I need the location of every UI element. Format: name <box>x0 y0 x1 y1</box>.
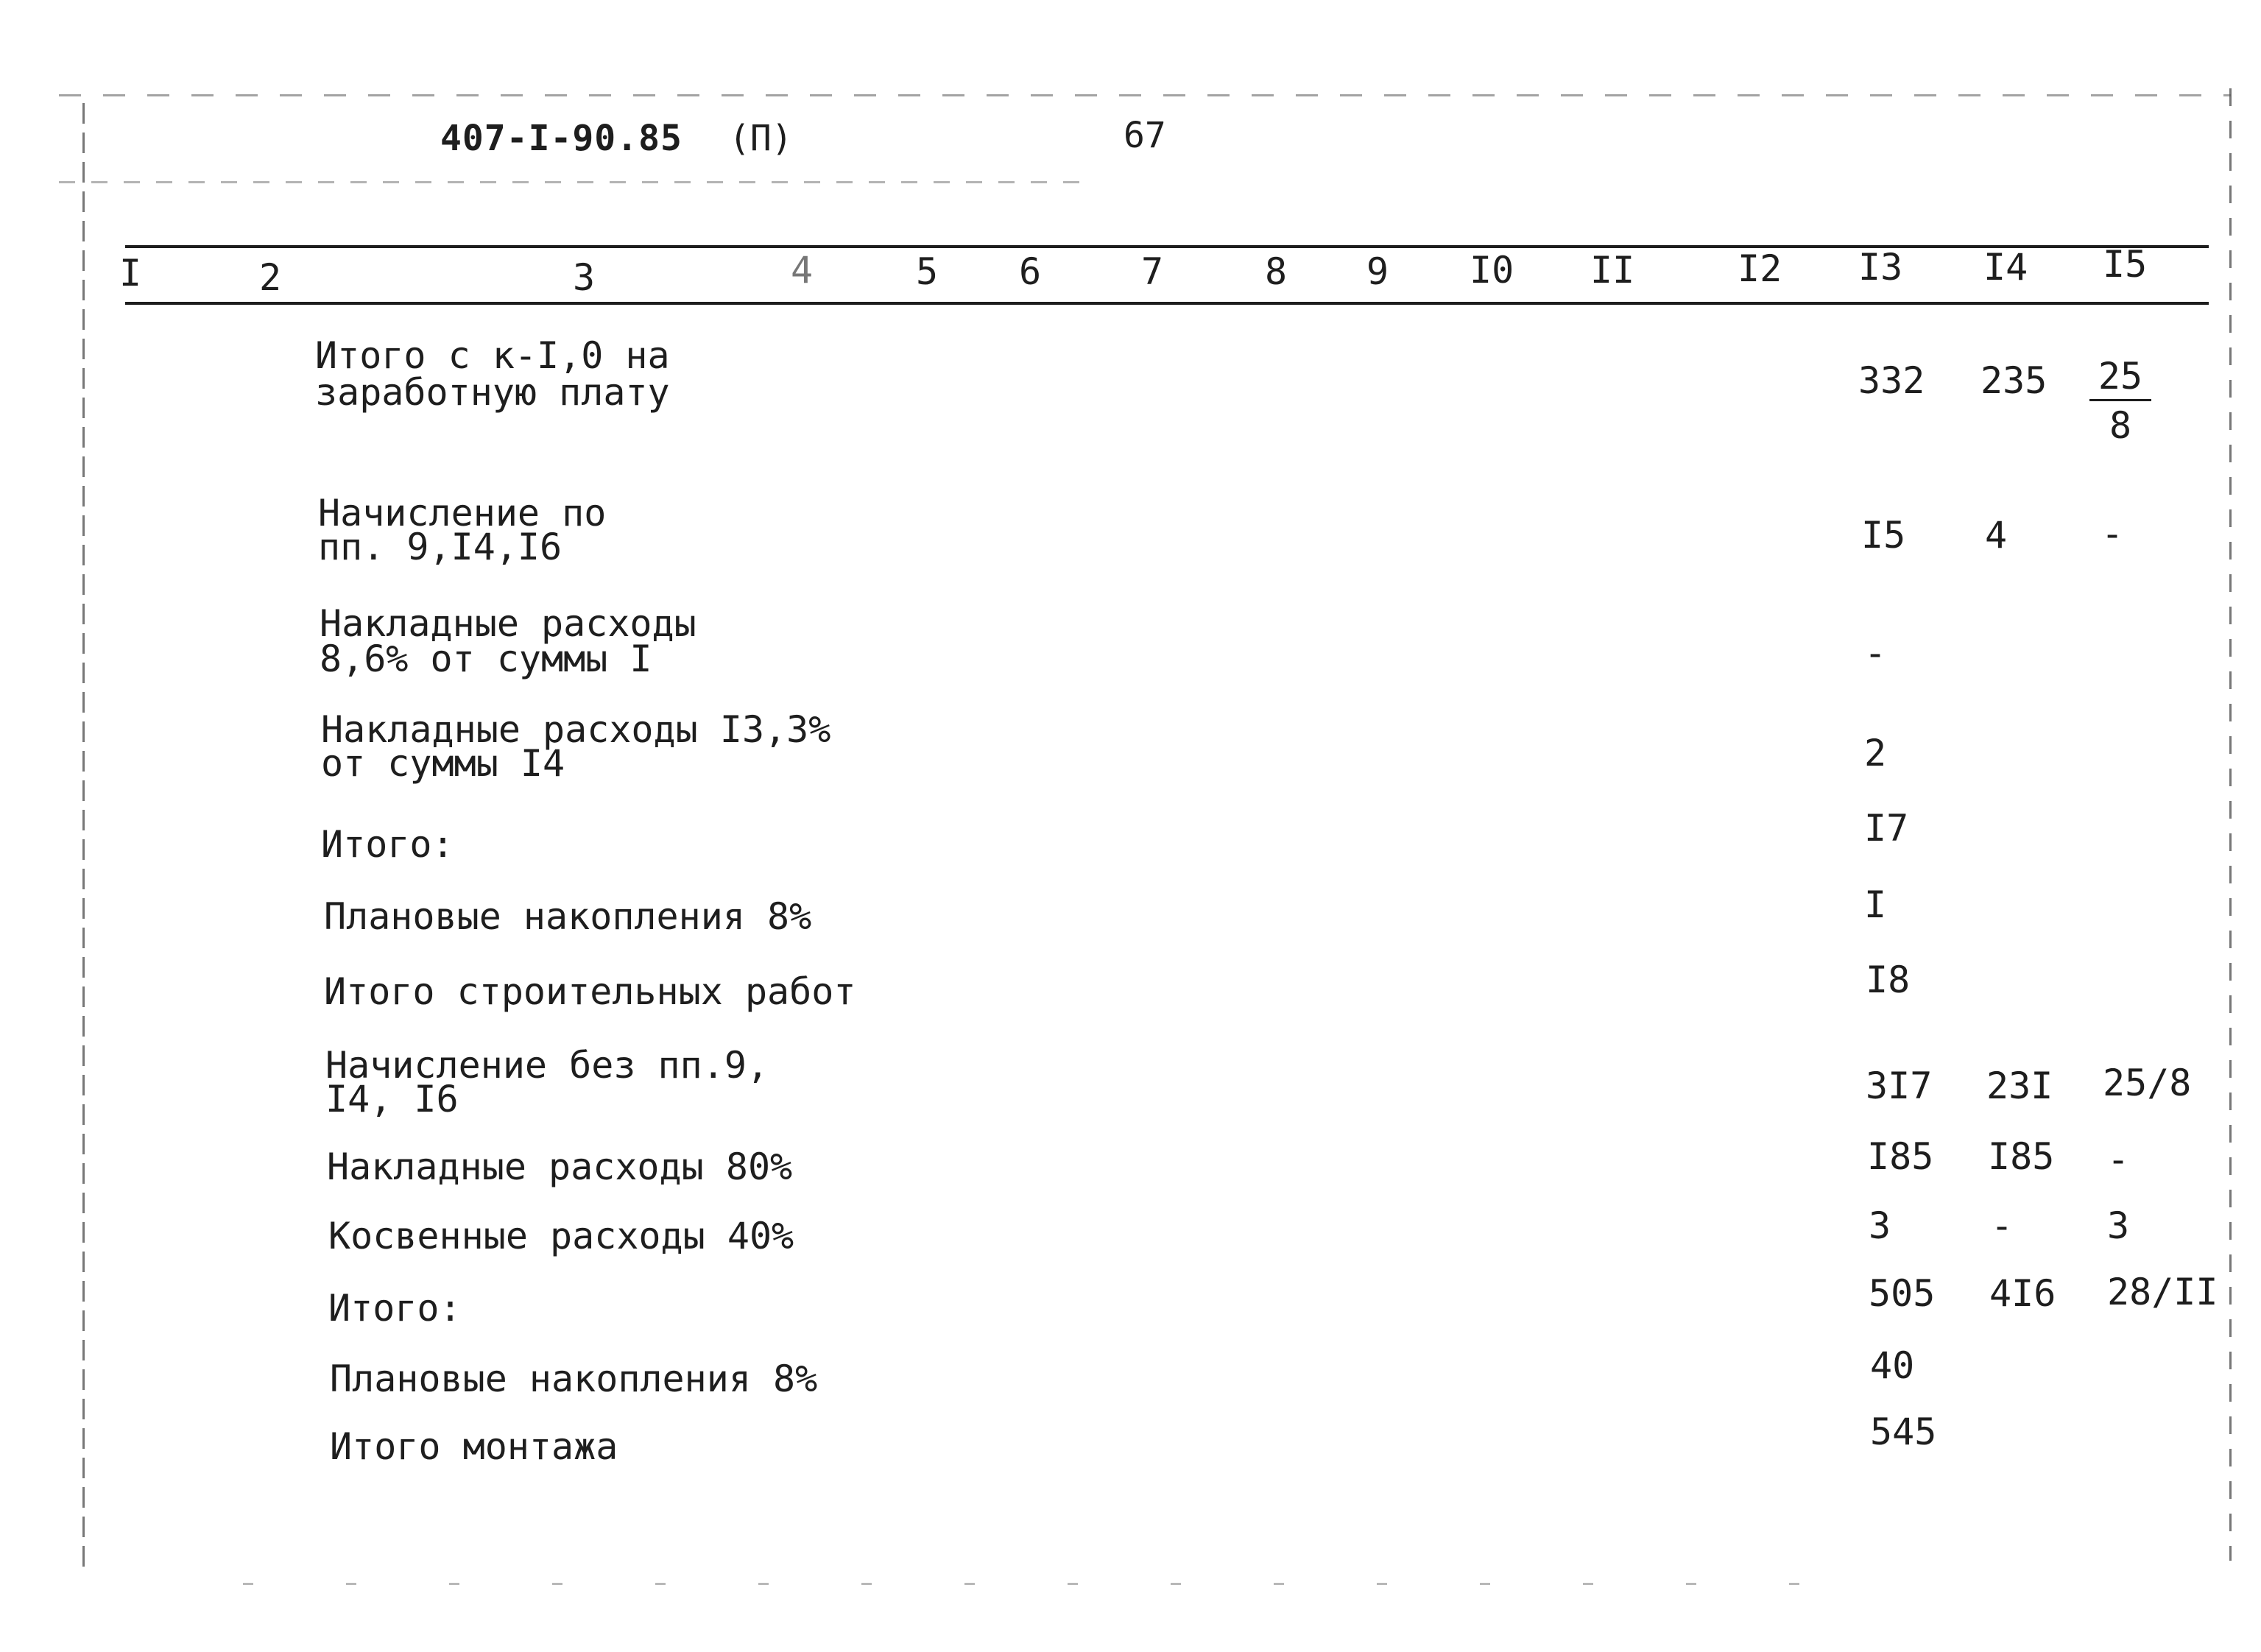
cell-col13: 505 <box>1869 1272 1936 1315</box>
column-number: 3 <box>573 256 596 299</box>
fraction-numerator: 25 <box>2098 355 2143 398</box>
column-number: I5 <box>2103 243 2148 286</box>
column-number: I4 <box>1983 246 2028 289</box>
column-number: I0 <box>1470 249 1514 292</box>
cell-col14: 4I6 <box>1989 1272 2056 1315</box>
sheet-top-border <box>59 94 2231 96</box>
header-underline <box>59 181 1090 183</box>
row-label: Итого строительных работ <box>324 970 856 1013</box>
sheet-bottom-border <box>243 1583 1863 1585</box>
column-number: I <box>119 252 142 294</box>
cell-col13: - <box>1864 632 1887 674</box>
cell-col13: 332 <box>1858 359 1925 402</box>
column-number: I3 <box>1858 246 1903 289</box>
row-label: Итого монтажа <box>330 1425 618 1468</box>
cell-col13: 2 <box>1864 732 1887 774</box>
row-label: Накладные расходы 80% <box>327 1146 793 1188</box>
column-number: 5 <box>916 250 939 293</box>
column-number: 8 <box>1265 250 1288 293</box>
cell-col13: I8 <box>1866 959 1911 1001</box>
cell-col13: 545 <box>1870 1411 1937 1453</box>
column-number: II <box>1590 249 1635 292</box>
row-label: пп. 9,I4,I6 <box>318 526 562 568</box>
row-label: заработную плату <box>315 371 670 414</box>
cell-col14: 4 <box>1985 514 2008 557</box>
cell-col15: - <box>2107 1138 2130 1181</box>
row-label: Начисление без пп.9, <box>325 1044 769 1087</box>
row-label: Плановые накопления 8% <box>324 895 812 938</box>
row-label: I4, I6 <box>325 1078 459 1120</box>
column-number: 2 <box>259 256 282 299</box>
row-label: Итого: <box>321 823 454 866</box>
cell-col13: I5 <box>1861 514 1906 557</box>
column-number: 9 <box>1366 250 1389 293</box>
cell-col13: 3 <box>1869 1204 1891 1247</box>
cell-col15: 3 <box>2107 1204 2130 1247</box>
cell-col14: - <box>1991 1204 2014 1247</box>
row-label: Итого с к-I,0 на <box>315 334 670 377</box>
fraction-denominator: 8 <box>2109 404 2132 447</box>
cell-col15-fraction <box>2089 355 2151 447</box>
cell-col14: 23I <box>1986 1065 2053 1107</box>
cell-col13: I85 <box>1867 1135 1934 1178</box>
row-label: Накладные расходы <box>320 602 696 645</box>
cell-col15: - <box>2101 512 2124 555</box>
row-label: Плановые накопления 8% <box>330 1358 818 1400</box>
column-number: 6 <box>1019 250 1042 293</box>
cell-col13: 3I7 <box>1866 1065 1933 1107</box>
row-label: от суммы I4 <box>321 742 565 785</box>
row-label: Косвенные расходы 40% <box>328 1215 794 1257</box>
document-part: (П) <box>729 118 793 159</box>
sheet-left-border <box>82 103 85 1575</box>
cell-col13: I7 <box>1864 807 1909 850</box>
sheet-right-border <box>2229 88 2232 1561</box>
column-number: 7 <box>1141 250 1164 293</box>
row-label: Накладные расходы I3,3% <box>321 708 831 751</box>
column-number: 4 <box>791 249 814 292</box>
cell-col13: 40 <box>1870 1344 1915 1387</box>
page-number: 67 <box>1124 115 1166 156</box>
row-label: Итого: <box>328 1287 462 1330</box>
cell-col14: I85 <box>1988 1135 2055 1178</box>
cell-col15: 28/II <box>2107 1271 2218 1313</box>
row-label: Начисление по <box>318 492 607 534</box>
document-code: 407-I-90.85 <box>440 118 682 159</box>
cell-col15: 25/8 <box>2103 1062 2192 1104</box>
row-label: 8,6% от суммы I <box>320 638 652 680</box>
fraction-bar <box>2089 399 2151 401</box>
cell-col13: I <box>1864 883 1887 926</box>
cell-col14: 235 <box>1980 359 2047 402</box>
table-header-rule <box>125 302 2209 305</box>
column-number: I2 <box>1738 247 1782 290</box>
